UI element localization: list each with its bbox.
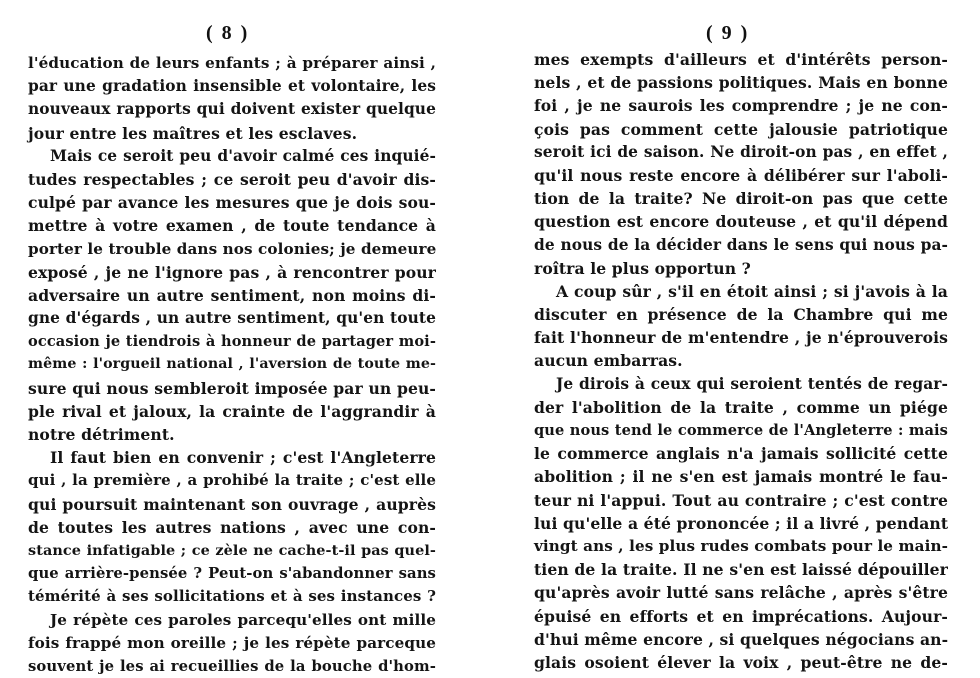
text-line: souvent je les ai recueillies de la bouche d'hom- [28,657,436,675]
text-line: aucun embarras. [534,351,683,371]
text-line: mes exempts d'ailleurs et d'intérêts person- [534,50,948,69]
text-line: d'hui même encore , si quelques négocians an- [534,629,949,649]
right-page-text [534,48,948,674]
text-line: culpé par avance les mesures que je dois sou- [28,193,436,213]
text-line: de toutes les autres nations , avec une con- [28,517,436,537]
text-line: A coup sûr , s'il en étoit ainsi ; si j'avois à la [556,281,948,301]
text-line: lui qu'elle a été prononcée ; il a livré , pendant [534,513,949,533]
text-line: teur ni l'appui. Tout au contraire ; c'est contre [534,490,948,510]
text-line: vingt ans , les plus rudes combats pour le main- [534,536,948,555]
text-line: qu'après avoir lutté sans relâche , après s'être [534,583,948,603]
text-line: çois pas comment cette jalousie patriotique [534,119,948,139]
text-line: nels , et de passions politiques. Mais en bonne [534,73,948,93]
text-line: porter le trouble dans nos colonies; je demeure [28,239,437,258]
text-line: foi , je ne saurois les comprendre ; je ne con- [534,96,948,116]
text-line: discuter en présence de la Chambre qui me [534,305,948,325]
right-page [534,0,948,674]
text-line: abolition ; il ne s'en est jamais montré le fau- [534,467,948,487]
text-line: témérité à ses sollicitations et à ses instances ? [28,587,436,606]
text-line: Je répète ces paroles parcequ'elles ont mille [50,610,436,629]
left-page-number: ( 8 ) [206,22,250,44]
text-line: tien de la traite. Il ne s'en est laissé dépouiller [534,560,948,580]
text-line: roîtra le plus opportun ? [534,258,751,278]
text-line: épuisé en efforts et en imprécations. Aujour- [534,606,948,626]
text-line: ple rival et jaloux, la crainte de l'aggrandir à [28,401,436,421]
text-line: exposé , je ne l'ignore pas , à rencontrer pour [28,262,436,282]
left-page-text [28,52,436,678]
text-line: der l'abolition de la traite , comme un piége [534,397,948,417]
text-line: Mais ce seroit peu d'avoir calmé ces inquié- [50,146,436,165]
text-line: glais osoient élever la voix , peut-être ne de- [534,652,948,672]
text-line: qu'il nous reste encore à délibérer sur l'aboli- [534,165,948,185]
text-line: que nous tend le commerce de l'Angleterre : mais [534,422,948,439]
text-line: que arrière-pensée ? Peut-on s'abandonner sans [28,565,436,583]
text-line: gne d'égards , un autre sentiment, qu'en toute [28,309,436,328]
text-line: de nous de la décider dans le sens qui nous pa- [534,235,948,254]
text-line: mettre à votre examen , de toute tendance à [28,216,436,236]
text-line: stance infatigable ; ce zèle ne cache-t-il pas quel- [28,541,436,559]
text-line: fait l'honneur de m'entendre , je n'éprouverois [534,328,948,348]
text-line: nouveaux rapports qui doivent exister quelque [28,100,436,119]
text-line: tion de la traite? Ne diroit-on pas que cette [534,189,948,209]
text-line: par une gradation insensible et volontaire, les [28,77,436,96]
text-line: qui , la première , a prohibé la traite ; c'est elle [28,471,436,490]
text-line: même : l'orgueil national , l'aversion de toute me- [28,356,436,373]
text-line: le commerce anglais n'a jamais sollicité cette [534,444,948,464]
text-line: Je dirois à ceux qui seroient tentés de regar- [556,374,948,393]
text-line: seroit ici de saison. Ne diroit-on pas , en effet , [534,142,948,161]
right-page-number: ( 9 ) [706,22,750,44]
text-line: Il faut bien en convenir ; c'est l'Angleterre [50,448,436,468]
text-line: fois frappé mon oreille ; je les répète parceque [28,633,436,652]
text-line: tudes respectables ; ce seroit peu d'avoir dis- [28,169,436,189]
text-line: qui poursuit maintenant son ouvrage , auprès [28,494,436,514]
text-line: jour entre les maîtres et les esclaves. [28,123,358,143]
text-line: question est encore douteuse , et qu'il dépend [534,212,948,232]
text-line: l'éducation de leurs enfants ; à préparer ainsi , [28,54,436,72]
text-line: adversaire un autre sentiment, non moins di- [28,285,436,305]
text-line: notre détriment. [28,425,175,444]
text-line: sure qui nous sembleroit imposée par un peu- [28,378,436,398]
text-line: occasion je tiendrois à honneur de partager moi- [28,333,436,351]
left-page [28,0,436,674]
